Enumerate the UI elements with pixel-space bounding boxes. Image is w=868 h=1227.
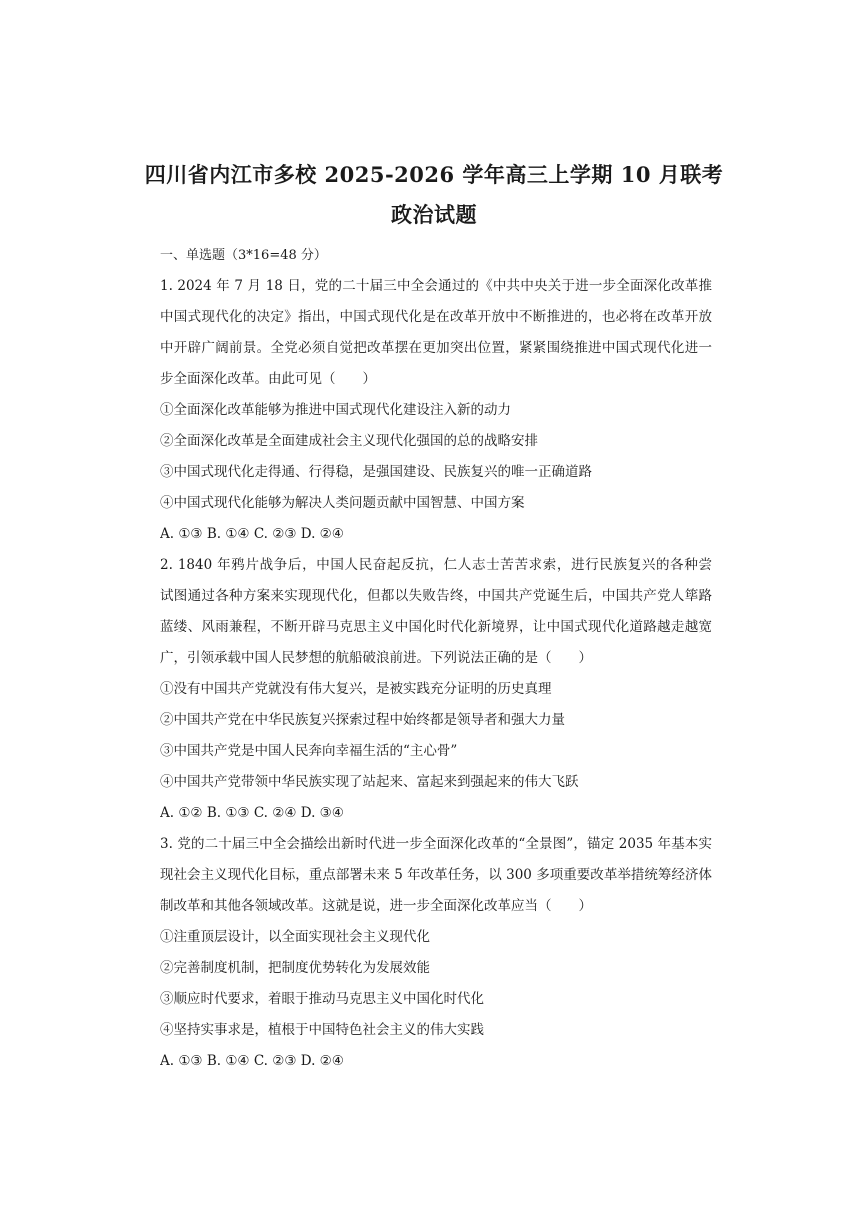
statement-item: ①注重顶层设计，以全面实现社会主义现代化 (160, 929, 430, 945)
question-stem-line: 现社会主义现代化目标，重点部署未来 5 年改革任务，以 300 多项重要改革举措统筹经济体 (160, 867, 712, 883)
question-2 (160, 550, 712, 829)
statement-item: ②中国共产党在中华民族复兴探索过程中始终都是领导者和强大力量 (160, 712, 565, 728)
statement-item: ①全面深化改革能够为推进中国式现代化建设注入新的动力 (160, 402, 511, 418)
question-stem-line: 中国式现代化的决定》指出，中国式现代化是在改革开放中不断推进的，也必将在改革开放 (160, 309, 712, 325)
statement-item: ②完善制度机制，把制度优势转化为发展效能 (160, 960, 430, 976)
question-stem-line: 中开辟广阔前景。全党必须自觉把改革摆在更加突出位置，紧紧围绕推进中国式现代化进一 (160, 340, 712, 356)
document-title: 四川省内江市多校 2025-2026 学年高三上学期 10 月联考 (144, 162, 724, 187)
section-heading: 一、单选题（3*16=48 分） (160, 248, 327, 263)
statement-item: ②全面深化改革是全面建成社会主义现代化强国的总的战略安排 (160, 433, 538, 449)
question-stem-line: 3. 党的二十届三中全会描绘出新时代进一步全面深化改革的“全景图”，锚定 2035 年基本实 (160, 836, 712, 852)
question-stem-line: 制改革和其他各领域改革。这就是说，进一步全面深化改革应当（ ） (160, 898, 592, 914)
question-stem-line: 步全面深化改革。由此可见（ ） (160, 371, 376, 387)
question-1 (160, 271, 712, 550)
statement-item: ④坚持实事求是，植根于中国特色社会主义的伟大实践 (160, 1022, 484, 1038)
question-3 (160, 829, 712, 1077)
answer-options: A. ①② B. ①③ C. ②④ D. ③④ (160, 805, 344, 821)
question-stem-line: 广，引领承载中国人民梦想的航船破浪前进。下列说法正确的是（ ） (160, 650, 592, 666)
document-body (160, 240, 712, 1077)
answer-options: A. ①③ B. ①④ C. ②③ D. ②④ (160, 1053, 344, 1069)
question-stem-line: 蓝缕、风雨兼程，不断开辟马克思主义中国化时代化新境界，让中国式现代化道路越走越宽 (160, 619, 712, 635)
answer-options: A. ①③ B. ①④ C. ②③ D. ②④ (160, 526, 344, 542)
statement-item: ④中国式现代化能够为解决人类问题贡献中国智慧、中国方案 (160, 495, 525, 511)
document-subtitle: 政治试题 (391, 202, 477, 227)
statement-item: ①没有中国共产党就没有伟大复兴，是被实践充分证明的历史真理 (160, 681, 552, 697)
statement-item: ③中国共产党是中国人民奔向幸福生活的“主心骨” (160, 743, 458, 759)
question-stem-line: 1. 2024 年 7 月 18 日，党的二十届三中全会通过的《中共中央关于进一步全面深化改革推 (160, 278, 712, 294)
statement-item: ③中国式现代化走得通、行得稳，是强国建设、民族复兴的唯一正确道路 (160, 464, 592, 480)
statement-item: ③顺应时代要求，着眼于推动马克思主义中国化时代化 (160, 991, 484, 1007)
statement-item: ④中国共产党带领中华民族实现了站起来、富起来到强起来的伟大飞跃 (160, 774, 579, 790)
question-stem-line: 2. 1840 年鸦片战争后，中国人民奋起反抗，仁人志士苦苦求索，进行民族复兴的各种尝 (160, 557, 712, 573)
question-stem-line: 试图通过各种方案来实现现代化，但都以失败告终，中国共产党诞生后，中国共产党人筚路 (160, 588, 712, 604)
